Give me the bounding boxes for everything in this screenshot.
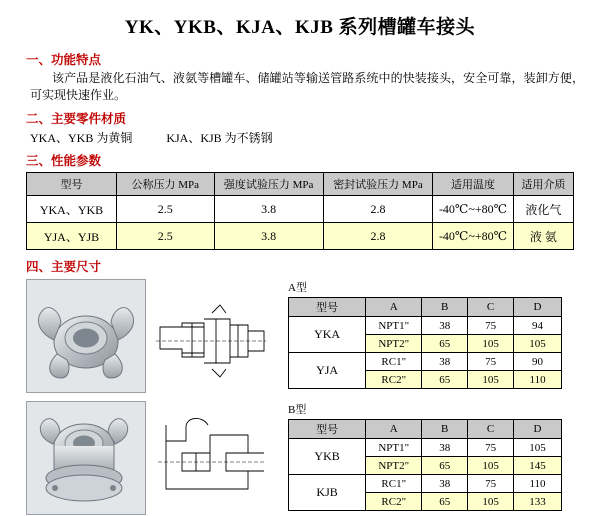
cell-c: 105 xyxy=(468,493,514,511)
cell-c: 75 xyxy=(468,353,514,371)
performance-table-wrap xyxy=(26,172,574,250)
cell-c: 75 xyxy=(468,475,514,493)
th-nominal-pressure: 公称压力 MPa xyxy=(117,173,215,196)
product-photo-b xyxy=(26,401,146,515)
th-b: B xyxy=(422,420,468,439)
cell-b: 38 xyxy=(422,317,468,335)
material-right: KJA、KJB 为不锈钢 xyxy=(166,131,273,145)
cell-a: NPT1" xyxy=(366,439,422,457)
cell-d: 110 xyxy=(514,371,562,389)
th-temperature: 适用温度 xyxy=(433,173,514,196)
cell-b: 65 xyxy=(422,493,468,511)
cell-c: 75 xyxy=(468,317,514,335)
cell-medium: 液化气 xyxy=(513,196,573,223)
section-heading-dimensions: 四、主要尺寸 xyxy=(26,260,102,274)
dimension-label-b: B型 xyxy=(288,404,307,416)
cell-strength-pressure: 3.8 xyxy=(214,223,323,250)
th-d: D xyxy=(514,298,562,317)
th-c: C xyxy=(468,298,514,317)
dimension-blocks xyxy=(12,279,588,515)
cell-a: RC1" xyxy=(366,475,422,493)
features-paragraph: 该产品是液化石油气、液氨等槽罐车、储罐站等输送管路系统中的快装接头，安全可靠，装卸方便，可实现快速作业。 xyxy=(30,71,584,102)
cell-temperature: -40℃~+80℃ xyxy=(433,223,514,250)
cell-medium: 液 氨 xyxy=(513,223,573,250)
cell-a: RC1" xyxy=(366,353,422,371)
cell-a: NPT1" xyxy=(366,317,422,335)
th-model: 型号 xyxy=(289,420,366,439)
cell-nominal-pressure: 2.5 xyxy=(117,196,215,223)
cell-c: 105 xyxy=(468,457,514,475)
drawing-b-illustration xyxy=(152,401,270,513)
dimension-table-b xyxy=(288,419,562,511)
cell-temperature: -40℃~+80℃ xyxy=(433,196,514,223)
cell-a: RC2" xyxy=(366,493,422,511)
cell-model: YKA xyxy=(289,317,366,353)
dimension-table-a-wrap xyxy=(288,279,562,389)
th-b: B xyxy=(422,298,468,317)
dimension-block-b xyxy=(12,401,588,515)
cell-d: 110 xyxy=(514,475,562,493)
cell-model: YJA、YJB xyxy=(27,223,117,250)
photo-a-illustration xyxy=(27,280,145,392)
cell-b: 38 xyxy=(422,439,468,457)
cell-b: 38 xyxy=(422,475,468,493)
section-heading-features: 一、功能特点 xyxy=(26,53,102,67)
table-row xyxy=(27,223,574,250)
table-header-row xyxy=(27,173,574,196)
cell-d: 133 xyxy=(514,493,562,511)
cell-d: 90 xyxy=(514,353,562,371)
cell-seal-pressure: 2.8 xyxy=(323,196,432,223)
cell-d: 145 xyxy=(514,457,562,475)
product-photo-a xyxy=(26,279,146,393)
page-title: YK、YKB、KJA、KJB 系列槽罐车接头 xyxy=(124,17,476,38)
table-row xyxy=(27,196,574,223)
cell-b: 38 xyxy=(422,353,468,371)
drawing-a-illustration xyxy=(152,279,270,391)
cell-a: RC2" xyxy=(366,371,422,389)
cell-b: 65 xyxy=(422,457,468,475)
dimension-table-a xyxy=(288,297,562,389)
cell-d: 105 xyxy=(514,335,562,353)
th-d: D xyxy=(514,420,562,439)
table-row xyxy=(289,317,562,335)
th-a: A xyxy=(366,298,422,317)
dimension-table-b-wrap xyxy=(288,401,562,511)
th-medium: 适用介质 xyxy=(513,173,573,196)
cell-d: 105 xyxy=(514,439,562,457)
cell-model: YKA、YKB xyxy=(27,196,117,223)
section-heading-performance: 三、性能参数 xyxy=(26,154,102,168)
photo-b-illustration xyxy=(27,402,145,514)
cell-a: NPT2" xyxy=(366,335,422,353)
cell-b: 65 xyxy=(422,371,468,389)
th-model: 型号 xyxy=(289,298,366,317)
section-heading-material: 二、主要零件材质 xyxy=(26,112,127,126)
material-line xyxy=(30,129,588,146)
cell-b: 65 xyxy=(422,335,468,353)
table-row xyxy=(289,475,562,493)
table-row xyxy=(289,353,562,371)
cell-model: YJA xyxy=(289,353,366,389)
th-strength-pressure: 强度试验压力 MPa xyxy=(214,173,323,196)
material-left: YKA、YKB 为黄铜 xyxy=(30,131,133,145)
table-header-row xyxy=(289,420,562,439)
cell-d: 94 xyxy=(514,317,562,335)
cell-strength-pressure: 3.8 xyxy=(214,196,323,223)
dimension-block-a xyxy=(12,279,588,393)
th-c: C xyxy=(468,420,514,439)
cell-c: 75 xyxy=(468,439,514,457)
cell-seal-pressure: 2.8 xyxy=(323,223,432,250)
cell-c: 105 xyxy=(468,335,514,353)
th-a: A xyxy=(366,420,422,439)
cell-a: NPT2" xyxy=(366,457,422,475)
th-seal-pressure: 密封试验压力 MPa xyxy=(323,173,432,196)
cell-model: YKB xyxy=(289,439,366,475)
technical-drawing-b xyxy=(152,401,270,513)
table-row xyxy=(289,439,562,457)
cell-c: 105 xyxy=(468,371,514,389)
th-model: 型号 xyxy=(27,173,117,196)
cell-model: KJB xyxy=(289,475,366,511)
dimension-label-a: A型 xyxy=(288,282,307,294)
technical-drawing-a xyxy=(152,279,270,391)
table-header-row xyxy=(289,298,562,317)
performance-table xyxy=(26,172,574,250)
cell-nominal-pressure: 2.5 xyxy=(117,223,215,250)
